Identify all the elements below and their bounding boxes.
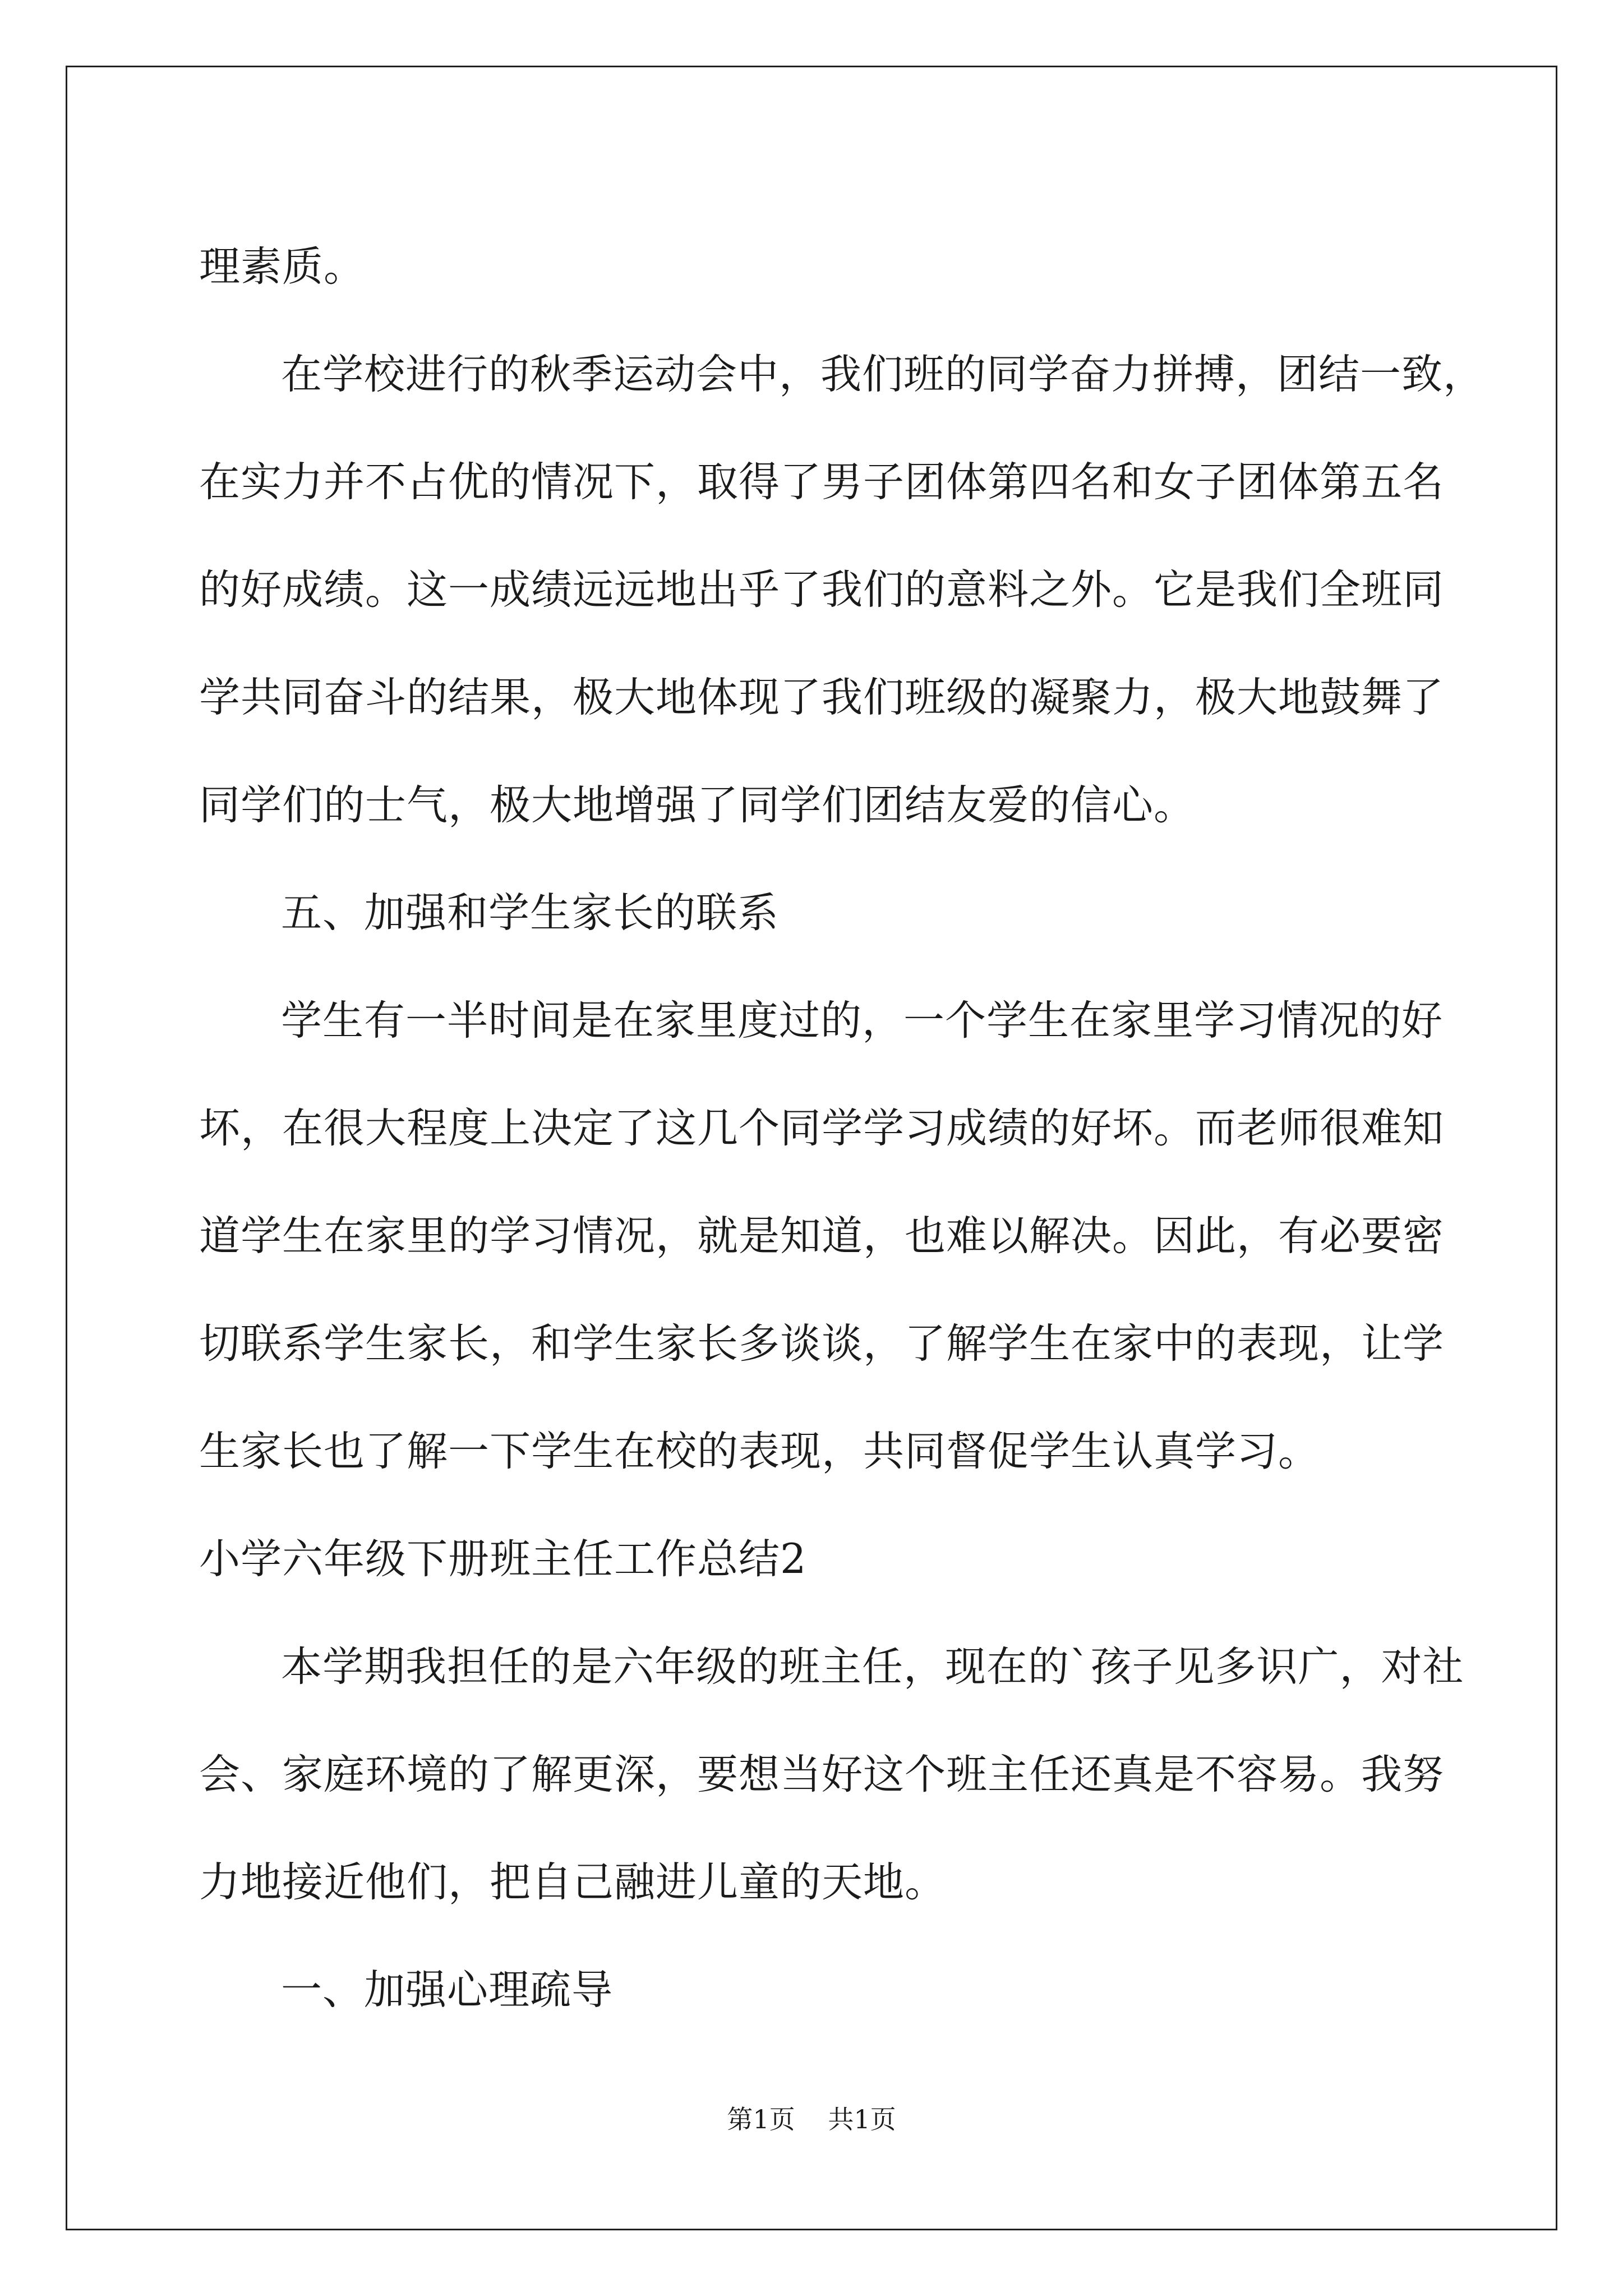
paragraph-line: 学共同奋斗的结果，极大地体现了我们班级的凝聚力，极大地鼓舞了	[199, 674, 1444, 721]
paragraph-line: 坏，在很大程度上决定了这几个同学学习成绩的好坏。而老师很难知	[199, 1105, 1444, 1152]
paragraph-line: 学生有一半时间是在家里度过的，一个学生在家里学习情况的好	[281, 997, 1443, 1045]
section-heading: 五、加强和学生家长的联系	[281, 889, 779, 937]
paragraph-line: 同学们的士气，极大地增强了同学们团结友爱的信心。	[199, 781, 1195, 829]
paragraph-line: 力地接近他们，把自己融进儿童的天地。	[199, 1858, 946, 1906]
paragraph-line: 在实力并不占优的情况下，取得了男子团体第四名和女子团体第五名	[199, 458, 1444, 506]
document-body	[199, 213, 1484, 2044]
page-footer	[0, 2102, 1623, 2136]
page-number: 第1页	[727, 2104, 795, 2134]
paragraph-line: 本学期我担任的是六年级的班主任，现在的`孩子见多识广，对社	[281, 1643, 1464, 1691]
paragraph-line: 道学生在家里的学习情况，就是知道，也难以解决。因此，有必要密	[199, 1212, 1444, 1260]
paragraph-line: 会、家庭环境的了解更深，要想当好这个班主任还真是不容易。我努	[199, 1751, 1444, 1798]
paragraph-line: 切联系学生家长，和学生家长多谈谈，了解学生在家中的表现，让学	[199, 1320, 1444, 1368]
section-heading: 一、加强心理疏导	[281, 1966, 613, 2014]
document-title: 小学六年级下册班主任工作总结2	[199, 1535, 807, 1583]
paragraph-line: 生家长也了解一下学生在校的表现，共同督促学生认真学习。	[199, 1428, 1320, 1475]
page-total: 共1页	[828, 2104, 896, 2134]
paragraph-line: 的好成绩。这一成绩远远地出乎了我们的意料之外。它是我们全班同	[199, 566, 1444, 614]
paragraph-line: 理素质。	[199, 243, 365, 291]
paragraph-line: 在学校进行的秋季运动会中，我们班的同学奋力拼搏，团结一致，	[281, 351, 1484, 398]
